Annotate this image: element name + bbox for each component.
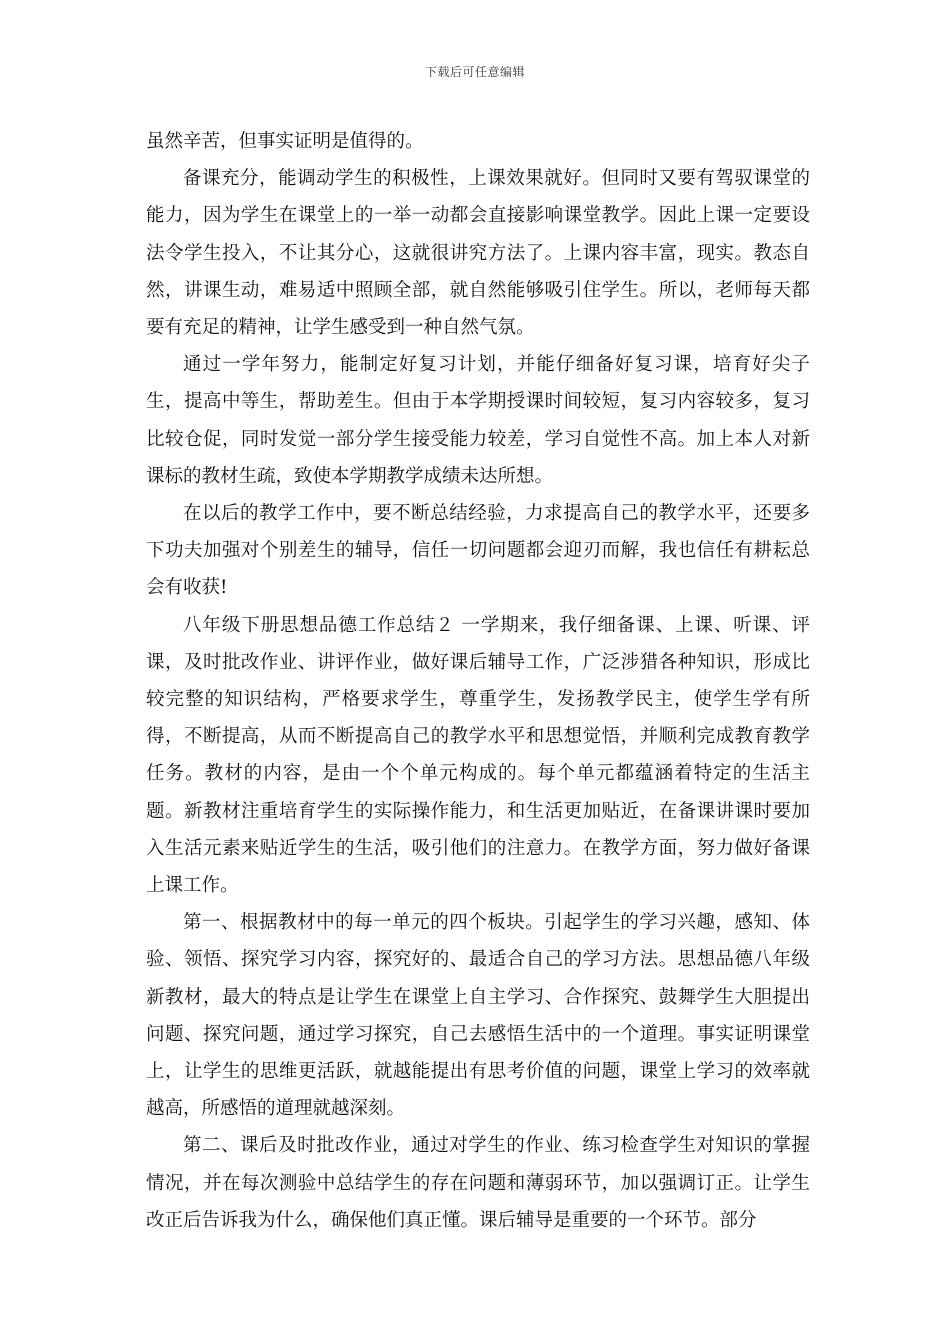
paragraph: 第一、根据教材中的每一单元的四个板块。引起学生的学习兴趣，感知、体验、领悟、探究学习内容，探究好的、最适合自己的学习方法。思想品德八年级新教材，最大的特点是让学生在课堂上自主学习、合作探究、鼓舞学生大胆提出问题、探究问题，通过学习探究，自己去感悟生活中的一个道理。事实证明课堂上，让学生的思维更活跃，就越能提出有思考价值的问题，课堂上学习的效率就越高，所感悟的道理就越深刻。 [146, 912, 810, 1120]
document-body [146, 123, 810, 1239]
paragraph: 虽然辛苦，但事实证明是值得的。 [146, 131, 424, 152]
paragraph: 备课充分，能调动学生的积极性，上课效果就好。但同时又要有驾驭课堂的能力，因为学生在课堂上的一举一动都会直接影响课堂教学。因此上课一定要设法令学生投入，不让其分心，这就很讲究方法了。上课内容丰富，现实。教态自然，讲课生动，难易适中照顾全部，就自然能够吸引住学生。所以，老师每天都要有充足的精神，让学生感受到一种自然气氛。 [146, 168, 810, 339]
paragraph: 通过一学年努力，能制定好复习计划，并能仔细备好复习课，培育好尖子生，提高中等生，帮助差生。但由于本学期授课时间较短，复习内容较多，复习比较仓促，同时发觉一部分学生接受能力较差，学习自觉性不高。加上本人对新课标的教材生疏，致使本学期教学成绩未达所想。 [146, 354, 810, 487]
paragraph: 第二、课后及时批改作业，通过对学生的作业、练习检查学生对知识的掌握情况，并在每次测验中总结学生的存在问题和薄弱环节，加以强调订正。让学生改正后告诉我为什么，确保他们真正懂。课后辅导是重要的一个环节。部分 [146, 1135, 810, 1231]
paragraph: 在以后的教学工作中，要不断总结经验，力求提高自己的教学水平，还要多下功夫加强对个别差生的辅导，信任一切问题都会迎刃而解，我也信任有耕耘总会有收获! [146, 503, 810, 599]
page-header: 下载后可任意编辑 [424, 65, 525, 79]
paragraph: 八年级下册思想品德工作总结２ 一学期来，我仔细备课、上课、听课、评课，及时批改作业、讲评作业，做好课后辅导工作，广泛涉猎各种知识，形成比较完整的知识结构，严格要求学生，尊重学生，发扬教学民主，使学生学有所得，不断提高，从而不断提高自己的教学水平和思想觉悟，并顺利完成教育教学任务。教材的内容，是由一个个单元构成的。每个单元都蕴涵着特定的生活主题。新教材注重培育学生的实际操作能力，和生活更加贴近，在备课讲课时要加入生活元素来贴近学生的生活，吸引他们的注意力。在教学方面，努力做好备课上课工作。 [146, 614, 810, 897]
